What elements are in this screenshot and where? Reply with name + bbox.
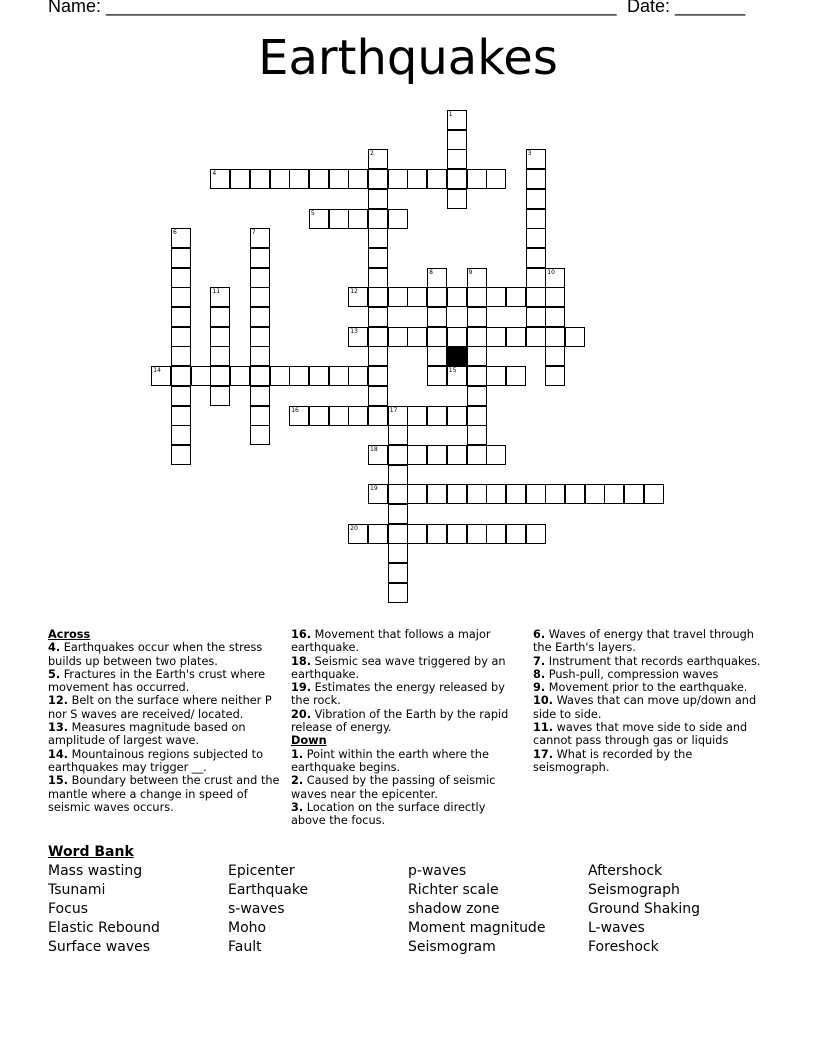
clue-number: 8	[429, 268, 433, 276]
crossword-cell[interactable]	[388, 209, 408, 229]
crossword-cell[interactable]	[427, 406, 447, 426]
crossword-cell[interactable]	[447, 366, 467, 386]
crossword-cell[interactable]	[447, 406, 467, 426]
crossword-cell[interactable]	[447, 327, 467, 347]
crossword-cell[interactable]	[526, 228, 546, 248]
crossword-cell[interactable]	[250, 327, 270, 347]
crossword-cell[interactable]	[368, 287, 388, 307]
crossword-cell[interactable]	[545, 366, 565, 386]
clue-number: 11	[212, 288, 221, 296]
crossword-cell[interactable]	[250, 169, 270, 189]
word-bank-item: Earthquake	[228, 882, 309, 898]
word-bank-item: Richter scale	[408, 882, 499, 898]
clue-down-9: 9. Movement prior to the earthquake.	[533, 681, 748, 695]
crossword-cell[interactable]	[250, 287, 270, 307]
clue-down-3: 3. Location on the surface directly above the focus.	[291, 800, 486, 828]
crossword-cell[interactable]	[388, 465, 408, 485]
crossword-cell[interactable]	[151, 366, 171, 386]
clue-down-10: 10. Waves that can move up/down and side to side.	[533, 694, 757, 721]
crossword-cell[interactable]	[526, 307, 546, 327]
crossword-cell[interactable]	[486, 445, 506, 465]
crossword-cell[interactable]	[545, 268, 565, 288]
crossword-cell[interactable]	[250, 268, 270, 288]
crossword-cell[interactable]	[388, 504, 408, 524]
crossword-cell[interactable]	[467, 484, 487, 504]
word-bank-title: Word Bank	[48, 844, 134, 860]
crossword-cell[interactable]	[191, 366, 211, 386]
word-bank-item: Elastic Rebound	[48, 920, 160, 936]
crossword-cell[interactable]	[388, 543, 408, 563]
crossword-cell[interactable]	[348, 366, 368, 386]
crossword-cell[interactable]	[447, 189, 467, 209]
word-bank-item: Seismograph	[588, 882, 680, 898]
crossword-cell[interactable]	[368, 209, 388, 229]
crossword-cell[interactable]	[250, 307, 270, 327]
word-bank-item: Moho	[228, 920, 267, 936]
page-title: Earthquakes	[258, 30, 558, 86]
clue-down-1: 1. Point within the earth where the earthquake begins.	[291, 747, 489, 774]
crossword-cell[interactable]	[329, 169, 349, 189]
clue-down-8: 8. Push-pull, compression waves	[533, 667, 719, 681]
clue-across-12: 12. Belt on the surface where neither P nor S waves are received/ located.	[48, 694, 272, 721]
clue-number: 12	[350, 288, 358, 296]
clue-across-4: 4. Earthquakes occur when the stress builds up between two plates.	[48, 641, 263, 668]
crossword-cell[interactable]	[348, 327, 368, 347]
crossword-cell[interactable]	[368, 228, 388, 248]
clue-down-17: 17. What is recorded by the seismograph.	[533, 747, 693, 774]
clue-number: 14	[153, 367, 161, 375]
word-bank-item: Mass wasting	[48, 863, 143, 879]
crossword-cell[interactable]	[348, 287, 368, 307]
crossword-cell[interactable]	[368, 386, 388, 406]
crossword-cell[interactable]	[526, 268, 546, 288]
crossword-cell[interactable]	[467, 307, 487, 327]
crossword-cell[interactable]	[368, 307, 388, 327]
crossword-cell[interactable]	[230, 366, 250, 386]
crossword-cell[interactable]	[467, 366, 487, 386]
crossword-cell[interactable]	[565, 484, 585, 504]
crossword-cell[interactable]	[447, 484, 467, 504]
crossword-cell[interactable]	[210, 307, 230, 327]
crossword-cell[interactable]	[447, 110, 467, 130]
crossword-cell[interactable]	[171, 406, 191, 426]
crossword-cell[interactable]	[486, 366, 506, 386]
word-bank-item: shadow zone	[408, 901, 500, 917]
crossword-cell[interactable]	[506, 484, 526, 504]
crossword-cell[interactable]	[407, 445, 427, 465]
crossword-cell[interactable]	[447, 130, 467, 150]
word-bank-item: Fault	[228, 939, 262, 955]
crossword-cell[interactable]	[447, 169, 467, 189]
clue-down-7: 7. Instrument that records earthquakes.	[533, 654, 761, 668]
clue-number: 3	[527, 150, 532, 158]
crossword-cell[interactable]	[368, 169, 388, 189]
crossword-cell[interactable]	[368, 189, 388, 209]
crossword-cell[interactable]	[368, 366, 388, 386]
clue-across-19: 19. Estimates the energy released by the rock.	[291, 681, 505, 708]
crossword-cell[interactable]	[644, 484, 664, 504]
crossword-cell[interactable]	[250, 386, 270, 406]
crossword-cell[interactable]	[388, 445, 408, 465]
crossword-cell[interactable]	[289, 366, 309, 386]
crossword-cell[interactable]	[230, 169, 250, 189]
clue-across-5: 5. Fractures in the Earth's crust where movement has occurred.	[48, 667, 266, 695]
crossword-cell[interactable]	[526, 484, 546, 504]
crossword-cell[interactable]	[526, 248, 546, 268]
word-bank-item: Seismogram	[408, 939, 496, 955]
crossword-cell[interactable]	[407, 169, 427, 189]
word-bank-item: Epicenter	[228, 863, 295, 879]
clue-number: 15	[448, 367, 457, 375]
crossword-cell[interactable]	[250, 248, 270, 268]
clue-across-13: 13. Measures magnitude based on amplitude of largest wave.	[48, 721, 246, 748]
crossword-cell[interactable]	[447, 149, 467, 169]
crossword-cell[interactable]	[270, 366, 290, 386]
crossword-cell[interactable]	[467, 268, 487, 288]
word-bank-item: p-waves	[408, 863, 467, 879]
word-bank-item: Aftershock	[588, 863, 663, 879]
crossword-cell[interactable]	[309, 406, 329, 426]
crossword-cell[interactable]	[210, 287, 230, 307]
crossword-cell[interactable]	[210, 346, 230, 366]
crossword-cell[interactable]	[289, 406, 309, 426]
crossword-cell[interactable]	[486, 327, 506, 347]
crossword-cell[interactable]	[388, 563, 408, 583]
crossword-cell[interactable]	[467, 524, 487, 544]
word-bank-list	[48, 862, 768, 957]
crossword-cell[interactable]	[427, 445, 447, 465]
crossword-cell[interactable]	[506, 366, 526, 386]
crossword-cell[interactable]	[210, 366, 230, 386]
crossword-cell[interactable]	[388, 327, 408, 347]
crossword-cell[interactable]	[407, 524, 427, 544]
down-heading: Down	[291, 734, 327, 748]
crossword-cell[interactable]	[171, 287, 191, 307]
crossword-cell[interactable]	[427, 307, 447, 327]
crossword-cell[interactable]	[171, 228, 191, 248]
clue-number: 1	[448, 111, 453, 118]
crossword-cell[interactable]	[309, 366, 329, 386]
word-bank-item: Tsunami	[48, 882, 106, 898]
crossword-cell[interactable]	[329, 406, 349, 426]
crossword-cell[interactable]	[526, 189, 546, 209]
clue-number: 19	[370, 485, 378, 493]
crossword-cell[interactable]	[309, 169, 329, 189]
crossword-cell[interactable]	[526, 169, 546, 189]
crossword-cell[interactable]	[171, 327, 191, 347]
date-field-label: Date: _______	[627, 0, 746, 16]
crossword-cell[interactable]	[467, 425, 487, 445]
clue-number: 10	[547, 268, 555, 276]
crossword-cell[interactable]	[526, 209, 546, 229]
crossword-cell[interactable]	[526, 327, 546, 347]
crossword-cell[interactable]	[250, 406, 270, 426]
crossword-cell[interactable]	[545, 327, 565, 347]
clues-column-1	[48, 628, 280, 814]
clue-number: 17	[389, 406, 398, 414]
crossword-cell[interactable]	[210, 327, 230, 347]
crossword-cell[interactable]	[388, 524, 408, 544]
crossword-cell[interactable]	[348, 209, 368, 229]
clue-number: 13	[350, 327, 358, 335]
crossword-cell[interactable]	[368, 149, 388, 169]
crossword-cell[interactable]	[329, 366, 349, 386]
crossword-cell[interactable]	[388, 287, 408, 307]
crossword-cell[interactable]	[486, 484, 506, 504]
crossword-cell[interactable]	[467, 445, 487, 465]
crossword-cell[interactable]	[368, 406, 388, 426]
clue-across-18: 18. Seismic sea wave triggered by an earthquake.	[291, 654, 506, 681]
crossword-cell[interactable]	[368, 268, 388, 288]
crossword-cell[interactable]	[171, 268, 191, 288]
crossword-cell[interactable]	[388, 169, 408, 189]
crossword-cell[interactable]	[250, 366, 270, 386]
crossword-cell[interactable]	[407, 484, 427, 504]
word-bank-item: s-waves	[228, 901, 285, 917]
clue-across-15: 15. Boundary between the crust and the mantle where a change in speed of seismic waves occurs.	[48, 774, 280, 814]
crossword-cell[interactable]	[250, 346, 270, 366]
clue-number: 4	[212, 170, 217, 178]
crossword-cell[interactable]	[427, 327, 447, 347]
crossword-cell[interactable]	[368, 248, 388, 268]
clue-number: 9	[468, 268, 473, 276]
crossword-cell[interactable]	[545, 346, 565, 366]
crossword-cell[interactable]	[624, 484, 644, 504]
name-field-label: Name: ___________________________________________________	[48, 0, 617, 16]
crossword-cell[interactable]	[210, 169, 230, 189]
clue-number: 7	[251, 229, 256, 237]
word-bank-item: Moment magnitude	[408, 920, 546, 936]
crossword-cell[interactable]	[407, 287, 427, 307]
crossword-cell[interactable]	[171, 307, 191, 327]
clue-down-11: 11. waves that move side to side and cannot pass through gas or liquids	[533, 721, 748, 748]
crossword-cell[interactable]	[486, 524, 506, 544]
crossword-cell[interactable]	[467, 327, 487, 347]
crossword-cell[interactable]	[171, 248, 191, 268]
crossword-cell[interactable]	[427, 346, 447, 366]
crossword-black-cell	[447, 346, 467, 366]
crossword-cell[interactable]	[388, 583, 408, 603]
crossword-cell[interactable]	[309, 209, 329, 229]
crossword-cell[interactable]	[467, 346, 487, 366]
crossword-cell[interactable]	[427, 366, 447, 386]
crossword-cell[interactable]	[171, 425, 191, 445]
clue-number: 2	[370, 150, 374, 158]
crossword-cell[interactable]	[506, 524, 526, 544]
crossword-cell[interactable]	[427, 268, 447, 288]
crossword-cell[interactable]	[348, 169, 368, 189]
crossword-cell[interactable]	[427, 484, 447, 504]
crossword-cell[interactable]	[604, 484, 624, 504]
clue-across-20: 20. Vibration of the Earth by the rapid release of energy.	[291, 707, 509, 735]
crossword-cell[interactable]	[171, 346, 191, 366]
crossword-cell[interactable]	[467, 169, 487, 189]
crossword-cell[interactable]	[467, 386, 487, 406]
crossword-cell[interactable]	[348, 406, 368, 426]
crossword-cell[interactable]	[486, 169, 506, 189]
word-bank-item: L-waves	[588, 920, 645, 936]
crossword-cell[interactable]	[388, 406, 408, 426]
crossword-cell[interactable]	[289, 169, 309, 189]
crossword-cell[interactable]	[388, 425, 408, 445]
crossword-cell[interactable]	[368, 327, 388, 347]
crossword-cell[interactable]	[447, 445, 467, 465]
crossword-cell[interactable]	[427, 524, 447, 544]
crossword-cell[interactable]	[171, 386, 191, 406]
crossword-cell[interactable]	[545, 287, 565, 307]
crossword-cell[interactable]	[506, 287, 526, 307]
crossword-cell[interactable]	[427, 169, 447, 189]
word-bank-item: Ground Shaking	[588, 901, 701, 917]
clue-number: 18	[370, 445, 378, 453]
across-heading: Across	[48, 628, 91, 641]
crossword-cell[interactable]	[467, 406, 487, 426]
crossword-cell[interactable]	[526, 524, 546, 544]
crossword-cell[interactable]	[545, 307, 565, 327]
word-bank-item: Surface waves	[48, 939, 151, 955]
crossword-cell[interactable]	[447, 287, 467, 307]
crossword-cell[interactable]	[250, 228, 270, 248]
crossword-cell[interactable]	[427, 287, 447, 307]
clues-column-3	[533, 628, 765, 774]
crossword-cell[interactable]	[407, 406, 427, 426]
crossword-cell[interactable]	[526, 149, 546, 169]
crossword-cell[interactable]	[407, 327, 427, 347]
crossword-cell[interactable]	[467, 287, 487, 307]
crossword-cell[interactable]	[565, 327, 585, 347]
word-bank	[48, 843, 768, 957]
crossword-cell[interactable]	[210, 386, 230, 406]
crossword-cell[interactable]	[368, 524, 388, 544]
crossword-cell[interactable]	[545, 484, 565, 504]
crossword-cell[interactable]	[368, 346, 388, 366]
crossword-cell[interactable]	[368, 445, 388, 465]
crossword-cell[interactable]	[388, 484, 408, 504]
crossword-cell[interactable]	[171, 445, 191, 465]
clue-down-6: 6. Waves of energy that travel through the Earth's layers.	[533, 628, 754, 655]
clue-down-2: 2. Caused by the passing of seismic waves near the epicenter.	[291, 774, 496, 801]
crossword-cell[interactable]	[348, 524, 368, 544]
clue-across-14: 14. Mountainous regions subjected to earthquakes may trigger __.	[48, 747, 263, 774]
clue-number: 6	[173, 229, 177, 237]
clue-number: 5	[310, 209, 315, 217]
word-bank-item: Foreshock	[588, 939, 659, 955]
crossword-cell[interactable]	[329, 209, 349, 229]
crossword-cell[interactable]	[526, 287, 546, 307]
crossword-cell[interactable]	[506, 327, 526, 347]
crossword-cell[interactable]	[368, 484, 388, 504]
clue-number: 16	[291, 406, 299, 414]
clue-across-16: 16. Movement that follows a major earthquake.	[291, 628, 491, 655]
clues-column-2	[291, 628, 519, 827]
crossword-cell[interactable]	[171, 366, 191, 386]
crossword-cell[interactable]	[250, 425, 270, 445]
clue-number: 20	[350, 524, 358, 532]
crossword-cell[interactable]	[270, 169, 290, 189]
word-bank-item: Focus	[48, 901, 88, 917]
crossword-cell[interactable]	[447, 524, 467, 544]
crossword-cell[interactable]	[585, 484, 605, 504]
crossword-cell[interactable]	[486, 287, 506, 307]
